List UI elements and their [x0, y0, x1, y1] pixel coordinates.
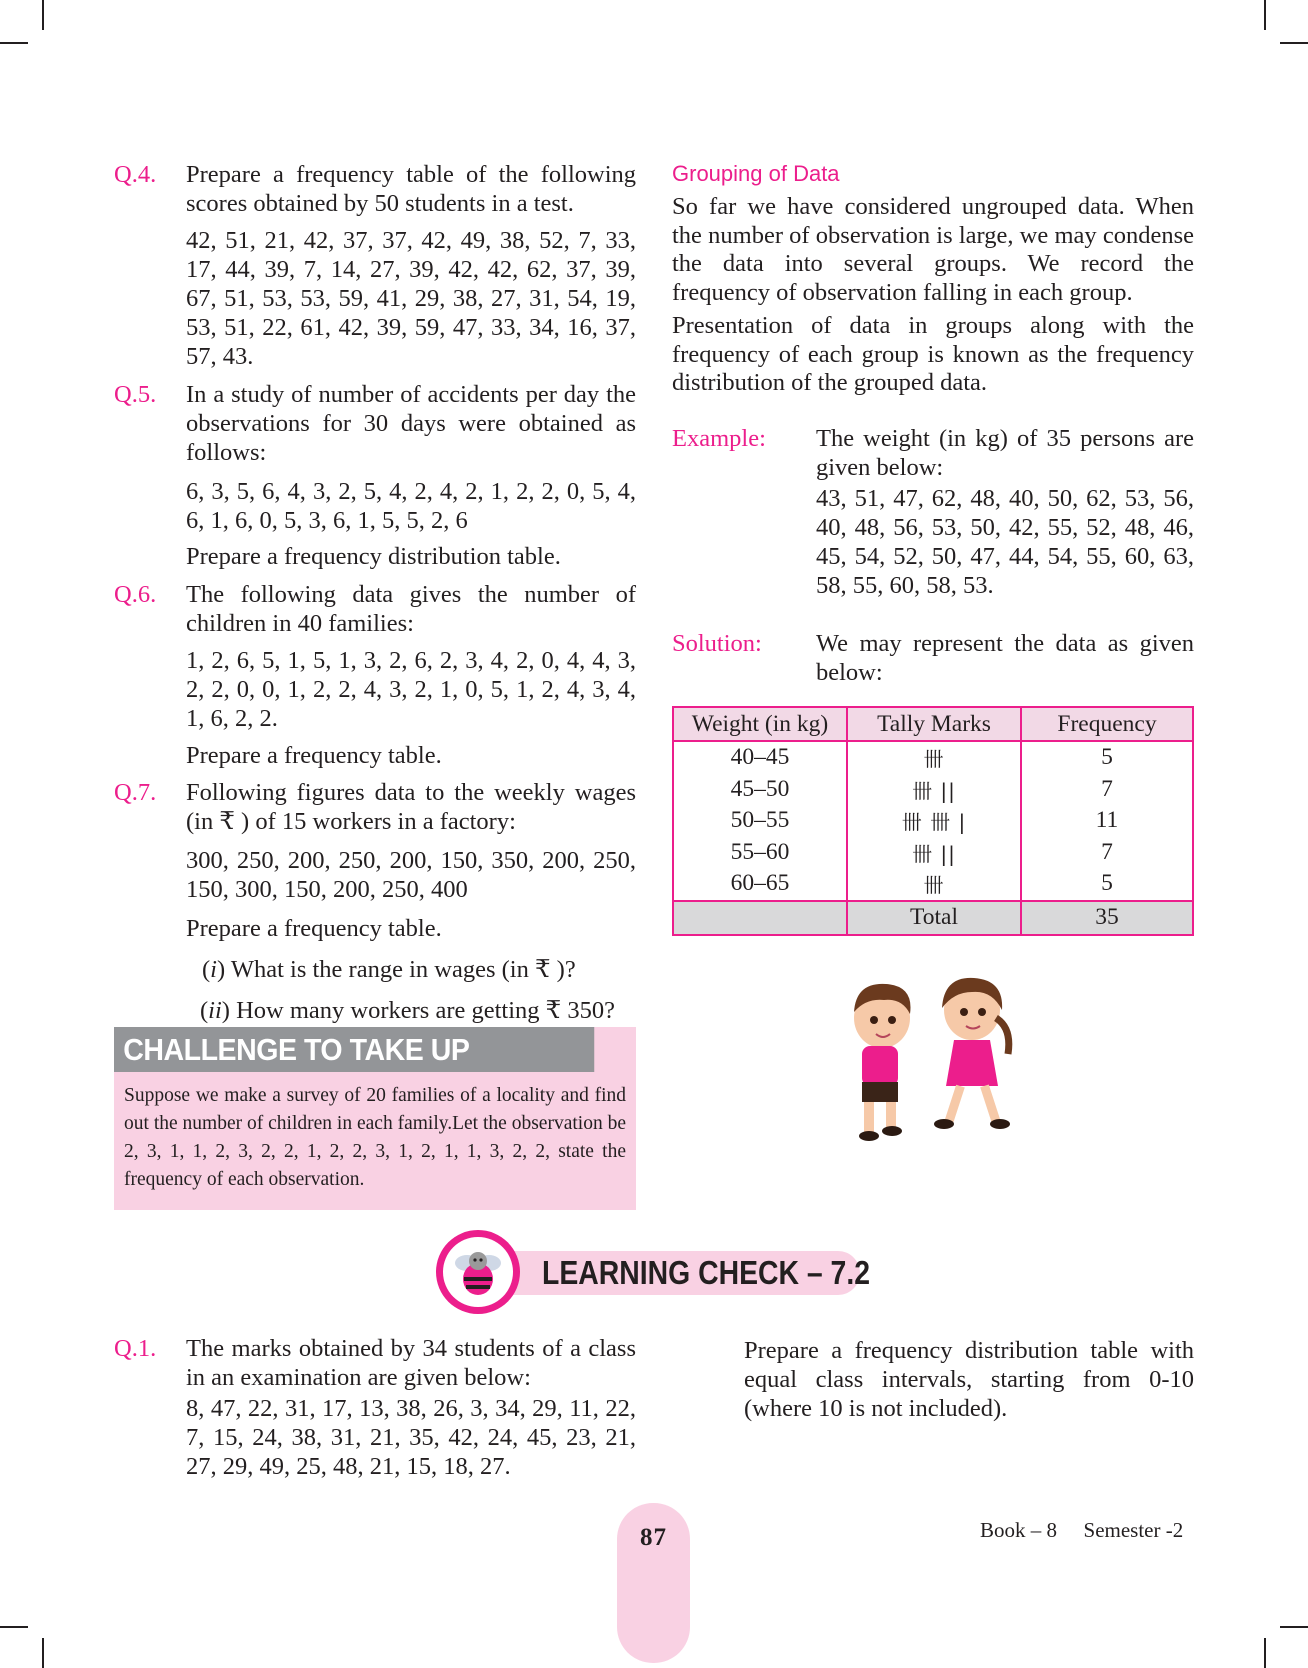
sub-question-number: ii [208, 997, 222, 1024]
tally-cell: 卌 || [847, 774, 1021, 806]
crop-mark [0, 1626, 28, 1628]
column-header: Frequency [1021, 707, 1193, 741]
example-block [672, 424, 1194, 600]
weight-range-cell: 50–55 [673, 805, 847, 837]
tally-cell: 卌 || [847, 837, 1021, 869]
crop-mark [1264, 1638, 1266, 1668]
question-number: Q.4. [114, 161, 157, 188]
sub-question-text: How many workers are getting ₹ 350? [229, 997, 615, 1024]
weight-range-cell: 55–60 [673, 837, 847, 869]
crop-mark [42, 0, 44, 30]
semester-label: Semester -2 [1083, 1518, 1184, 1542]
tally-cell: 卌 [847, 868, 1021, 901]
lc-left-column [114, 1334, 636, 1481]
frequency-cell: 11 [1021, 805, 1193, 837]
sub-question-2: (ii) How many workers are getting ₹ 350? [200, 997, 615, 1024]
question-text: The following data gives the number of children in 40 families: [186, 581, 636, 637]
sub-question-text: What is the range in wages (in ₹ )? [225, 956, 576, 983]
bee-icon [443, 1237, 513, 1307]
example-text: The weight (in kg) of 35 persons are given below: [816, 425, 1194, 481]
column-header: Weight (in kg) [673, 707, 847, 741]
weight-range-cell: 45–50 [673, 774, 847, 806]
sub-question-number: i [210, 956, 217, 983]
table-total-row [673, 901, 1193, 935]
question-7 [114, 778, 636, 1025]
girl-figure [934, 978, 1010, 1129]
lc-question-1 [114, 1334, 636, 1481]
tally-cell: 卌 [847, 741, 1021, 774]
crop-mark [0, 42, 28, 44]
table-row [673, 805, 1193, 837]
learning-check-banner [436, 1230, 876, 1314]
question-data: 42, 51, 21, 42, 37, 37, 42, 49, 38, 52, 7, 33, 17, 44, 39, 7, 14, 27, 39, 42, 42, 62, 37, 39, 67, 51, 53, 53, 59, 41, 29, 38, 27, 31, 54, 19, 53, 51, 22, 61, 42, 39, 59, 47, 33, 34, 16, 37, 57, 43. [186, 227, 636, 370]
solution-block [672, 629, 1194, 687]
frequency-cell: 7 [1021, 837, 1193, 869]
question-data: 300, 250, 200, 250, 200, 150, 350, 200, 250, 150, 300, 150, 200, 250, 400 [186, 847, 636, 903]
question-6 [114, 580, 636, 770]
question-instruction: Prepare a frequency distribution table. [186, 543, 561, 570]
challenge-text: Suppose we make a survey of 20 families of a locality and find out the number of children in each family.Let the observation be 2, 3, 1, 1, 2, 3, 2, 2, 1, 2, 2, 3, 1, 2, 1, 1, 3, 2, 2, state the frequency of each observation. [124, 1085, 626, 1190]
boy-figure [854, 984, 911, 1141]
crop-mark [1280, 1626, 1308, 1628]
question-number: Q.1. [114, 1335, 157, 1362]
weight-range-cell: 40–45 [673, 741, 847, 774]
question-data: 1, 2, 6, 5, 1, 5, 1, 3, 2, 6, 2, 3, 4, 2, 0, 4, 4, 3, 2, 2, 0, 0, 1, 2, 2, 4, 3, 2, 1, 0, 5, 1, 2, 4, 3, 4, 1, 6, 2, 2. [186, 647, 636, 732]
question-text: Prepare a frequency table of the following scores obtained by 50 students in a test. [186, 161, 636, 217]
question-data: 6, 3, 5, 6, 4, 3, 2, 5, 4, 2, 4, 2, 1, 2, 2, 0, 5, 4, 6, 1, 6, 0, 5, 3, 6, 1, 5, 5, 2, 6 [186, 478, 636, 534]
left-column [114, 160, 636, 1025]
crop-mark [42, 1638, 44, 1668]
total-value: 35 [1021, 901, 1193, 935]
learning-check-title: LEARNING CHECK – 7.2 [542, 1254, 871, 1291]
column-header: Tally Marks [847, 707, 1021, 741]
crop-mark [1264, 0, 1266, 30]
children-illustration [836, 968, 1036, 1148]
solution-text: We may represent the data as given below: [816, 630, 1194, 686]
question-number: Q.6. [114, 581, 157, 608]
example-data: 43, 51, 47, 62, 48, 40, 50, 62, 53, 56, 40, 48, 56, 53, 50, 42, 55, 52, 48, 46, 45, 54, 52, 50, 47, 44, 54, 55, 60, 63, 58, 55, 60, 58, 53. [816, 485, 1194, 599]
table-header-row [673, 707, 1193, 741]
book-info [980, 1518, 1183, 1543]
table-row [673, 774, 1193, 806]
tally-cell: 卌 卌 | [847, 805, 1021, 837]
question-4 [114, 160, 636, 371]
grouping-paragraph-2: Presentation of data in groups along with the frequency of each group is known as the frequency distribution of the grouped data. [672, 312, 1194, 396]
question-number: Q.7. [114, 779, 157, 806]
frequency-cell: 7 [1021, 774, 1193, 806]
question-text: In a study of number of accidents per day the observations for 30 days were obtained as follows: [186, 381, 636, 466]
empty-cell [673, 901, 847, 935]
lc-question-continuation: Prepare a frequency distribution table with equal class intervals, starting from 0-10 (where 10 is not included). [744, 1337, 1194, 1422]
frequency-cell: 5 [1021, 741, 1193, 774]
frequency-cell: 5 [1021, 868, 1193, 901]
solution-label: Solution: [672, 630, 762, 657]
question-text: The marks obtained by 34 students of a class in an examination are given below: [186, 1335, 636, 1391]
question-5 [114, 380, 636, 571]
weight-range-cell: 60–65 [673, 868, 847, 901]
grouping-paragraph-1: So far we have considered ungrouped data. When the number of observation is large, we may condense the data into several groups. We record the frequency of observation falling in each group. [672, 193, 1194, 306]
table-row [673, 868, 1193, 901]
frequency-table [672, 706, 1194, 936]
question-number: Q.5. [114, 381, 157, 408]
question-instruction: Prepare a frequency table. [186, 915, 442, 942]
challenge-box [114, 1027, 636, 1210]
challenge-title: CHALLENGE TO TAKE UP [114, 1027, 594, 1072]
sub-question-1: (i) What is the range in wages (in ₹ )? [202, 956, 576, 983]
table-row [673, 837, 1193, 869]
book-label: Book – 8 [980, 1518, 1058, 1542]
banner-circle [436, 1230, 520, 1314]
total-label: Total [847, 901, 1021, 935]
crop-mark [1280, 42, 1308, 44]
question-text: Following figures data to the weekly wages (in ₹ ) of 15 workers in a factory: [186, 779, 636, 835]
table-row [673, 741, 1193, 774]
question-instruction: Prepare a frequency table. [186, 742, 442, 769]
question-data: 8, 47, 22, 31, 17, 13, 38, 26, 3, 34, 29, 11, 22, 7, 15, 24, 38, 31, 21, 35, 42, 24, 45, 23, 21, 27, 29, 49, 25, 48, 21, 15, 18, 27. [186, 1395, 636, 1480]
section-title: Grouping of Data [672, 161, 840, 186]
example-label: Example: [672, 425, 766, 452]
page-number: 87 [640, 1524, 667, 1551]
